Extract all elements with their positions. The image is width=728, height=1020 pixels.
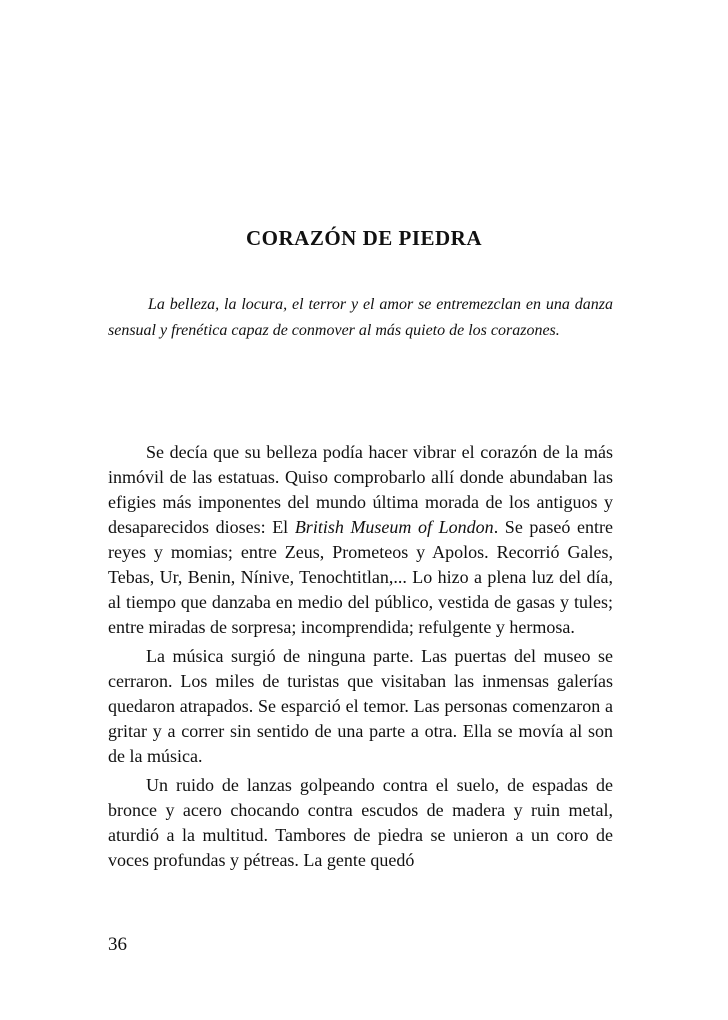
chapter-title: CORAZÓN DE PIEDRA [245, 226, 482, 250]
paragraph-1-italic-text: British Museum of London [294, 517, 494, 537]
paragraph-1-text-start: Se decía que su belleza podía hacer vibrar el corazón de la más inmóvil de las estatuas. Quiso comprobarlo allí donde abundaban las efigies más imponentes del mundo última morada de los antiguos y desaparecidos dioses: El [108, 442, 613, 537]
epigraph: La belleza, la locura, el terror y el amor se entremezclan en una danza sensual y frenética capaz de conmover al más quieto de los corazones. [108, 296, 613, 339]
body-text [108, 440, 613, 877]
page-number: 36 [108, 934, 127, 955]
paragraph-1-text-end: . Se paseó entre reyes y momias; entre Zeus, Prometeos y Apolos. Recorrió Gales, Tebas, Ur, Benin, Nínive, Tenochtitlan,... Lo hizo a plena luz del día, al tiempo que danzaba en medio del público, vestida de gasas y tules; entre miradas de sorpresa; incomprendida; refulgente y hermosa. [108, 517, 613, 637]
paragraph-1 [108, 440, 613, 640]
paragraph-2: La música surgió de ninguna parte. Las puertas del museo se cerraron. Los miles de turistas que visitaban las inmensas galerías quedaron atrapados. Se esparció el temor. Las personas comenzaron a gritar y a correr sin sentido de una parte a otra. Ella se movía al son de la música. [108, 646, 613, 766]
paragraph-3: Un ruido de lanzas golpeando contra el suelo, de espadas de bronce y acero chocando contra escudos de madera y ruin metal, aturdió a la multitud. Tambores de piedra se unieron a un coro de voces profundas y pétreas. La gente quedó [108, 775, 613, 870]
